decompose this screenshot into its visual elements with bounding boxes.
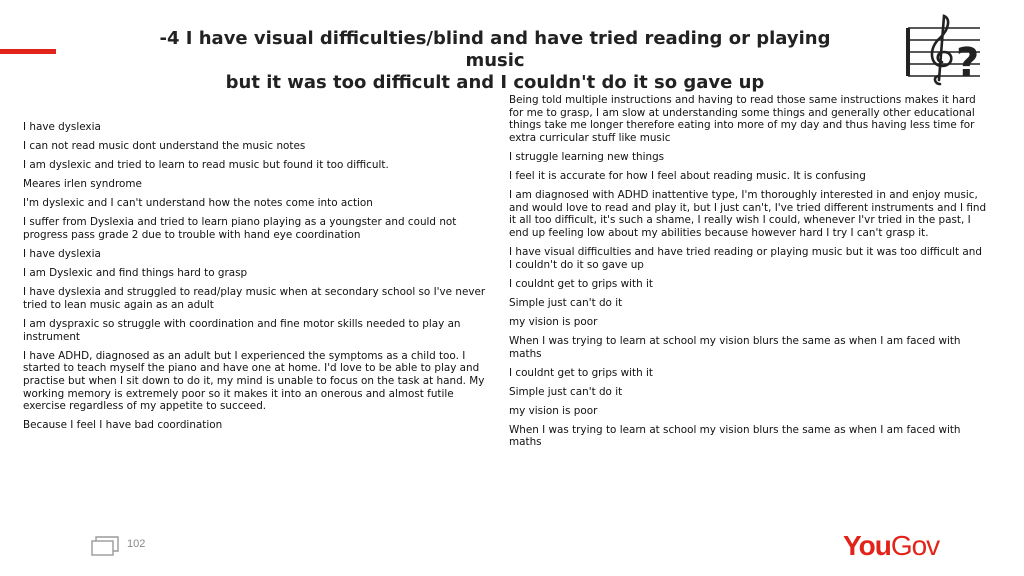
title-line-1: -4 I have visual difficulties/blind and have tried reading or playing music bbox=[159, 28, 831, 71]
comment-item: I struggle learning new things bbox=[509, 150, 665, 163]
comment-item: Meares irlen syndrome bbox=[23, 178, 142, 191]
comment-item: When I was trying to learn at school my vision blurs the same as when I am faced with maths bbox=[509, 423, 961, 449]
comment-item: I'm dyslexic and I can't understand how the notes come into action bbox=[23, 197, 373, 210]
slides-icon bbox=[91, 536, 119, 556]
comment-item: my vision is poor bbox=[509, 315, 598, 328]
logo-you: You bbox=[843, 530, 891, 561]
left-comments-column bbox=[23, 121, 488, 438]
accent-bar bbox=[0, 49, 56, 54]
comment-item: I have dyslexia bbox=[23, 121, 101, 133]
yougov-logo bbox=[843, 530, 939, 562]
comment-item: I am dyslexic and tried to learn to read music but found it too difficult. bbox=[23, 159, 389, 172]
comment-item: I suffer from Dyslexia and tried to learn piano playing as a youngster and could not progress pass grade 2 due to trouble with hand eye coordination bbox=[23, 216, 457, 242]
right-comments-column bbox=[509, 94, 987, 456]
svg-text:?: ? bbox=[956, 40, 980, 86]
comment-item: I am Dyslexic and find things hard to grasp bbox=[23, 267, 248, 280]
comment-item: When I was trying to learn at school my vision blurs the same as when I am faced with maths bbox=[509, 334, 961, 360]
comment-item: I am diagnosed with ADHD inattentive type, I'm thoroughly interested in and enjoy music, and would love to read and play it, but I just can't, I've tried different instruments and I find it all too difficult, it's such a shame, I really wish I could, whenever I'vr tried in the past, I end up feeling low about my abilities because however hard I try I can't grasp it. bbox=[509, 189, 987, 239]
comment-item: I am dyspraxic so struggle with coordination and fine motor skills needed to play an instrument bbox=[23, 318, 461, 343]
comment-item: Being told multiple instructions and having to read those same instructions makes it hard for me to grasp, I am slow at understanding some things and generally other educational things take me longer therefore eating into more of my day and thus having less time for extra curricular stuff like music bbox=[509, 94, 976, 144]
comment-item: I have dyslexia and struggled to read/play music when at secondary school so I've never tried to lean music again as an adult bbox=[23, 286, 486, 311]
comment-item: I couldnt get to grips with it bbox=[509, 366, 653, 379]
comment-item: Simple just can't do it bbox=[509, 296, 623, 309]
comment-item: Simple just can't do it bbox=[509, 385, 623, 398]
comment-item: Because I feel I have bad coordination bbox=[23, 419, 223, 432]
comment-item: I have ADHD, diagnosed as an adult but I experienced the symptoms as a child too. I started to teach myself the piano and have one at home. I'd love to be able to play and practise but when I sit down to do it, my mind is unable to focus on the task at hand. My working memory is extremely poor so it makes it into an onerous and almost futile exercise regardless of my appetite to succeed. bbox=[23, 349, 485, 413]
music-question-icon bbox=[900, 14, 984, 86]
comment-item: I have visual difficulties and have tried reading or playing music but it was too difficult and I couldn't do it so gave up bbox=[509, 245, 982, 271]
comment-item: I couldnt get to grips with it bbox=[509, 277, 653, 290]
logo-gov: Gov bbox=[890, 530, 940, 561]
comment-item: I have dyslexia bbox=[23, 248, 101, 261]
comment-item: my vision is poor bbox=[509, 404, 598, 417]
comment-item: I feel it is accurate for how I feel about reading music. It is confusing bbox=[509, 169, 866, 182]
comment-item: I can not read music dont understand the music notes bbox=[23, 140, 306, 153]
page-number: 102 bbox=[127, 538, 146, 550]
slide-title bbox=[150, 28, 840, 94]
title-line-2: but it was too difficult and I couldn't do it so gave up bbox=[225, 72, 765, 93]
